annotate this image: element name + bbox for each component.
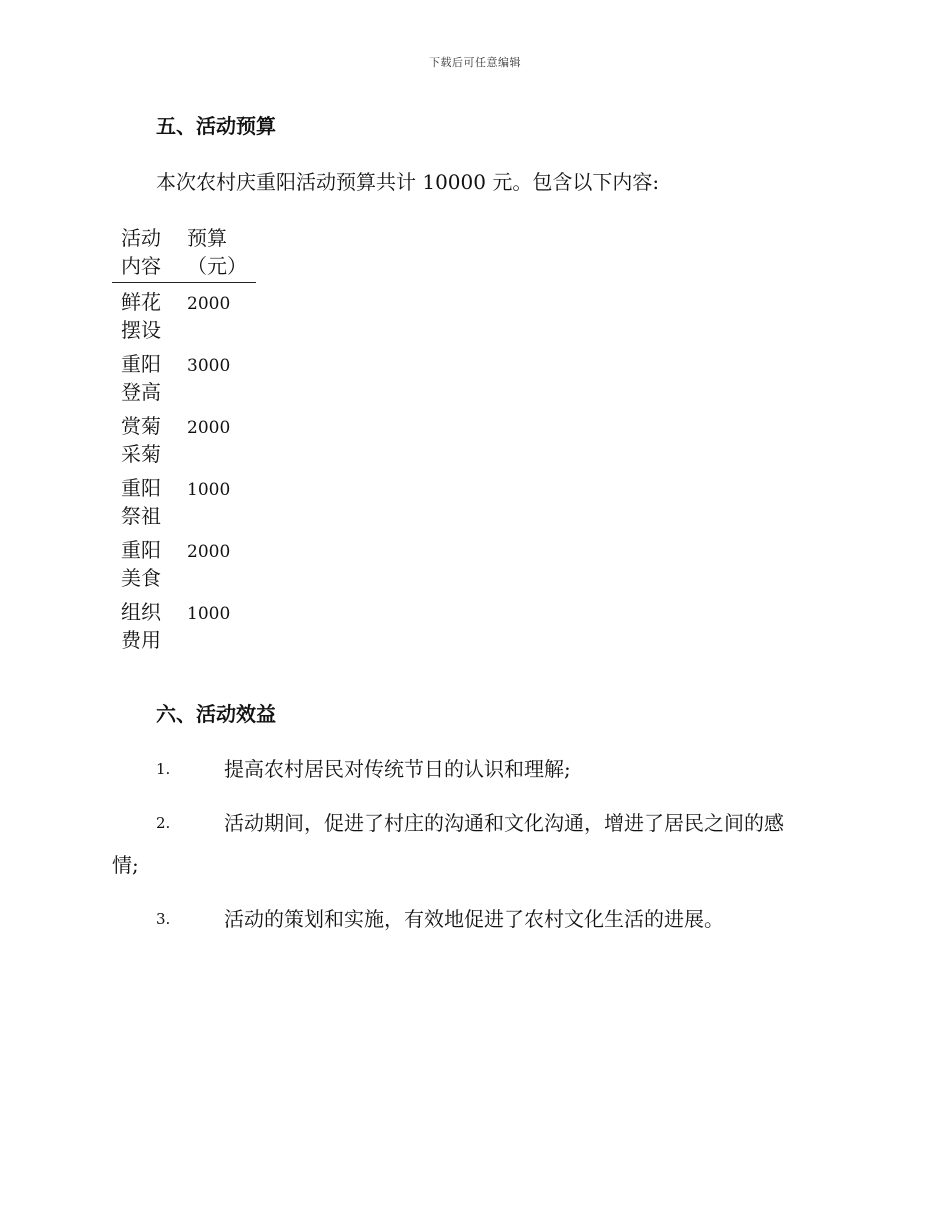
table-row — [112, 469, 256, 531]
list-item-number: 2. — [156, 814, 171, 832]
table-cell-budget: 2000 — [187, 418, 231, 438]
list-item-number: 1. — [156, 760, 171, 778]
table-header-row — [112, 224, 256, 283]
list-item-text: 活动期间，促进了村庄的沟通和文化沟通，增进了居民之间的感 — [224, 811, 784, 835]
table-row — [112, 407, 256, 469]
table-cell-budget: 2000 — [187, 542, 231, 562]
table-row — [112, 345, 256, 407]
table-cell-item: 鲜花摆设 — [121, 290, 161, 342]
table-cell-budget: 3000 — [187, 356, 231, 376]
table-row — [112, 283, 256, 346]
list-item-continuation-text: 情; — [112, 853, 139, 877]
table-row — [112, 531, 256, 593]
list-item-number: 3. — [156, 910, 171, 928]
table-cell-item: 重阳登高 — [121, 352, 161, 404]
table-cell-budget: 1000 — [187, 480, 231, 500]
table-cell-budget: 1000 — [187, 604, 231, 624]
table-cell-item: 重阳祭祖 — [121, 476, 161, 528]
table-cell-budget: 2000 — [187, 294, 231, 314]
list-item-text: 提高农村居民对传统节日的认识和理解; — [224, 757, 571, 781]
page-header-note: 下载后可任意编辑 — [429, 56, 521, 69]
table-cell-item: 赏菊采菊 — [121, 414, 161, 466]
table-header-item: 活动内容 — [112, 224, 178, 283]
section-heading-budget: 五、活动预算 — [156, 114, 276, 138]
section-heading-benefits: 六、活动效益 — [156, 702, 276, 726]
budget-table — [112, 224, 256, 655]
table-cell-item: 重阳美食 — [121, 538, 161, 590]
table-header-budget: 预算（元） — [178, 224, 256, 283]
list-item-text: 活动的策划和实施，有效地促进了农村文化生活的进展。 — [224, 907, 724, 931]
budget-intro-paragraph: 本次农村庆重阳活动预算共计 10000 元。包含以下内容: — [156, 170, 660, 194]
table-row — [112, 593, 256, 655]
table-cell-item: 组织费用 — [121, 600, 161, 652]
